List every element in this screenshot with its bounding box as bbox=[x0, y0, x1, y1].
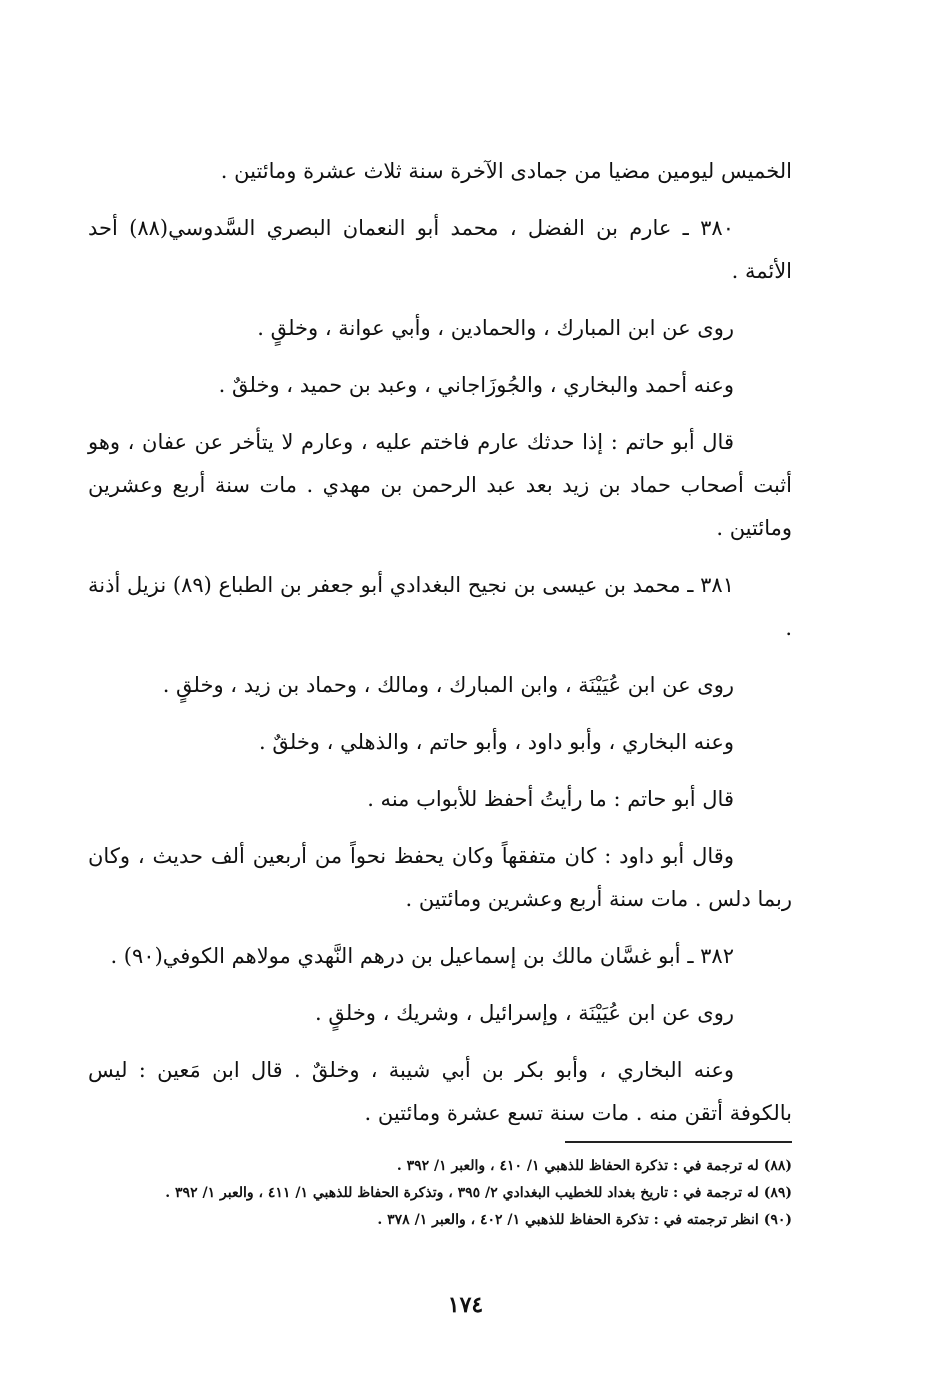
entry-380-narrators: وعنه أحمد والبخاري ، والجُوزَاجاني ، وعبد بن حميد ، وخلقٌ . bbox=[218, 373, 734, 397]
footnote-88: (٨٨) له ترجمة في : تذكرة الحفاظ للذهبي ١/ ٤١٠ ، والعبر ١/ ٣٩٢ . bbox=[396, 1158, 792, 1174]
main-text bbox=[88, 150, 792, 1149]
entry-381-abu-dawud-quote: وقال أبو داود : كان متفقهاً وكان يحفظ نحواً من أربعين ألف حديث ، وكان ربما دلس . مات سنة أربع وعشرين ومائتين . bbox=[88, 844, 792, 911]
entry-380-heading: ٣٨٠ ـ عارم بن الفضل ، محمد أبو النعمان البصري السَّدوسي(٨٨) أحد الأئمة . bbox=[88, 216, 792, 283]
paragraph-continuation: الخميس ليومين مضيا من جمادى الآخرة سنة ثلاث عشرة ومائتين . bbox=[220, 159, 792, 183]
entry-381-abu-hatim-quote: قال أبو حاتم : ما رأيتُ أحفظ للأبواب منه . bbox=[367, 787, 734, 811]
entry-381-heading: ٣٨١ ـ محمد بن عيسى بن نجيح البغدادي أبو جعفر بن الطباع (٨٩) نزيل أذنة . bbox=[88, 573, 792, 640]
entry-381-narrated-from: روى عن ابن عُيَيْنَة ، وابن المبارك ، ومالك ، وحماد بن زيد ، وخلقٍ . bbox=[162, 673, 734, 697]
entry-382-heading: ٣٨٢ ـ أبو غسَّان مالك بن إسماعيل بن درهم النَّهدي مولاهم الكوفي(٩٠) . bbox=[110, 944, 734, 968]
entry-382-narrated-from: روى عن ابن عُيَيْنَة ، وإسرائيل ، وشريك ، وخلقٍ . bbox=[315, 1001, 734, 1025]
entry-381-narrators: وعنه البخاري ، وأبو داود ، وأبو حاتم ، والذهلي ، وخلقٌ . bbox=[259, 730, 734, 754]
footnotes bbox=[88, 1153, 792, 1234]
footnote-89: (٨٩) له ترجمة في : تاريخ بغداد للخطيب البغدادي ٢/ ٣٩٥ ، وتذكرة الحفاظ للذهبي ١/ ٤١١ ، والعبر ١/ ٣٩٢ . bbox=[165, 1185, 792, 1201]
entry-380-narrated-from: روى عن ابن المبارك ، والحمادين ، وأبي عوانة ، وخلقٍ . bbox=[257, 316, 734, 340]
footnote-90: (٩٠) انظر ترجمته في : تذكرة الحفاظ للذهبي ١/ ٤٠٢ ، والعبر ١/ ٣٧٨ . bbox=[377, 1212, 792, 1228]
page-number: ١٧٤ bbox=[447, 1292, 484, 1318]
entry-380-abu-hatim-quote: قال أبو حاتم : إذا حدثك عارم فاختم عليه ، وعارم لا يتأخر عن عفان ، وهو أثبت أصحاب حماد بن زيد بعد عبد الرحمن بن مهدي . مات سنة أربع وعشرين ومائتين . bbox=[88, 430, 792, 540]
footnote-divider bbox=[565, 1141, 792, 1143]
entry-382-narrators: وعنه البخاري ، وأبو بكر بن أبي شيبة ، وخلقٌ . قال ابن مَعين : ليس بالكوفة أتقن منه . مات سنة تسع عشرة ومائتين . bbox=[88, 1058, 792, 1125]
